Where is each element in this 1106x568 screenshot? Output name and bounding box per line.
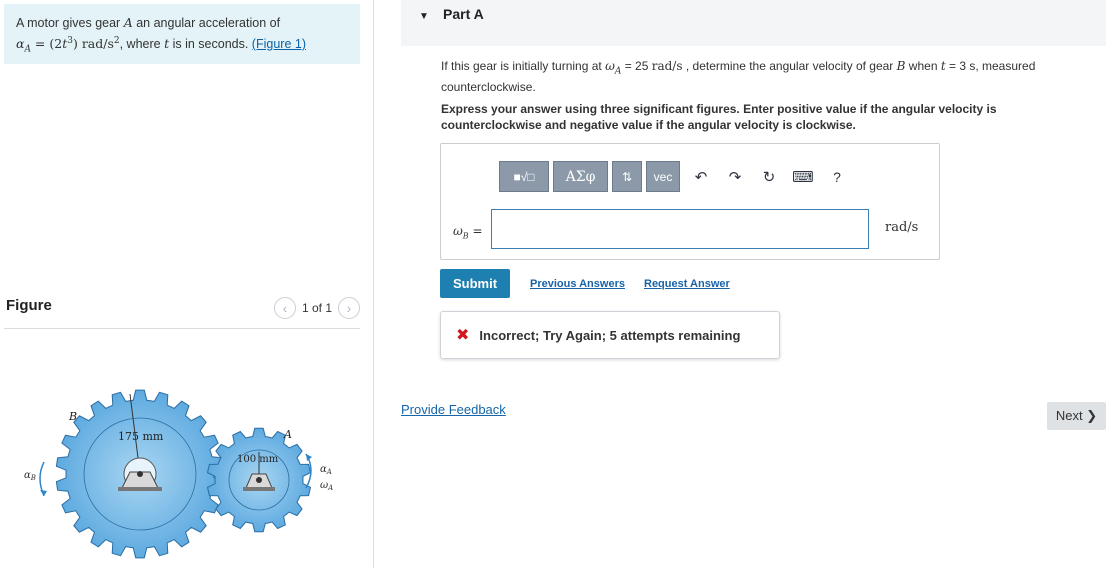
gear-figure <box>14 370 354 560</box>
problem-text: an angular acceleration of <box>132 16 281 30</box>
t-symbol: t <box>62 36 68 52</box>
next-button[interactable]: Next ❯ <box>1047 402 1106 430</box>
answer-input[interactable] <box>491 209 869 249</box>
arrowhead-icon <box>40 490 47 496</box>
figure-link[interactable]: (Figure 1) <box>251 37 306 52</box>
right-panel <box>375 0 1106 568</box>
problem-text: A motor gives gear <box>16 16 124 30</box>
problem-statement <box>4 4 360 64</box>
answer-box <box>440 143 940 260</box>
left-panel <box>0 0 374 568</box>
problem-text: , where <box>119 37 165 52</box>
feedback-text: Incorrect; Try Again; 5 attempts remaining <box>479 327 741 343</box>
symbols-button[interactable]: ΑΣφ <box>553 161 608 192</box>
alpha-unit: ) rad/s <box>72 36 114 52</box>
radius-a-label: 100 mm <box>237 454 279 465</box>
gear-a-symbol: A <box>123 15 133 30</box>
problem-text: is in seconds. <box>169 37 252 52</box>
figure-header <box>4 293 360 329</box>
pager-text: 1 of 1 <box>301 301 332 315</box>
radius-b-label: 175 mm <box>118 430 164 443</box>
part-title: Part A <box>443 6 484 22</box>
provide-feedback-link[interactable]: Provide Feedback <box>401 402 506 417</box>
part-header[interactable] <box>401 0 1106 46</box>
updown-button[interactable]: ⇅ <box>612 161 642 192</box>
t-symbol: t <box>164 36 170 52</box>
chevron-left-icon[interactable]: ‹ <box>274 297 296 319</box>
undo-icon[interactable]: ↶ <box>694 168 708 186</box>
redo-icon[interactable]: ↷ <box>728 168 742 186</box>
question-text: If this gear is initially turning at $\omega_A = 25$ rad/s , determine the angular velocity of gear B when t = 3 s, measured counterclockwise. <box>441 59 1036 95</box>
request-answer-link[interactable]: Request Answer <box>644 278 730 290</box>
omega-a-label: $\omega_A$ <box>320 480 334 492</box>
help-icon[interactable]: ? <box>833 168 841 185</box>
alpha-eq: = (2 <box>30 36 63 52</box>
previous-answers-link[interactable]: Previous Answers <box>530 278 625 290</box>
figure-pager <box>274 297 360 319</box>
exponent: 3 <box>67 36 73 46</box>
exponent: 2 <box>113 36 120 46</box>
alpha-a-label: $\alpha_A$ <box>320 464 332 476</box>
alpha-expression: $\alpha_A$ <box>16 36 31 55</box>
submit-button[interactable]: Submit <box>440 269 510 298</box>
vec-button[interactable]: vec <box>646 161 680 192</box>
alpha-b-label: $\alpha_B$ <box>24 470 36 482</box>
math-toolbar <box>499 161 854 192</box>
feedback-message <box>440 311 780 359</box>
figure-title: Figure <box>6 297 52 314</box>
incorrect-icon: ✖ <box>456 327 470 344</box>
keyboard-icon[interactable]: ⌨ <box>792 168 814 186</box>
chevron-right-icon[interactable]: › <box>338 297 360 319</box>
answer-label: $\omega_B$ = <box>453 224 483 241</box>
answer-unit: rad/s <box>885 220 919 235</box>
reset-icon[interactable]: ↻ <box>762 168 776 186</box>
templates-button[interactable]: ■√□ <box>499 161 549 192</box>
instructions-text: Express your answer using three significant figures. Enter positive value if the angular velocity is counterclockwise and negative value if the angular velocity is clockwise. <box>441 102 997 132</box>
collapse-triangle-icon[interactable]: ▼ <box>419 11 429 22</box>
gear-a-label: A <box>284 428 292 441</box>
gear-b-label: B <box>69 410 78 423</box>
